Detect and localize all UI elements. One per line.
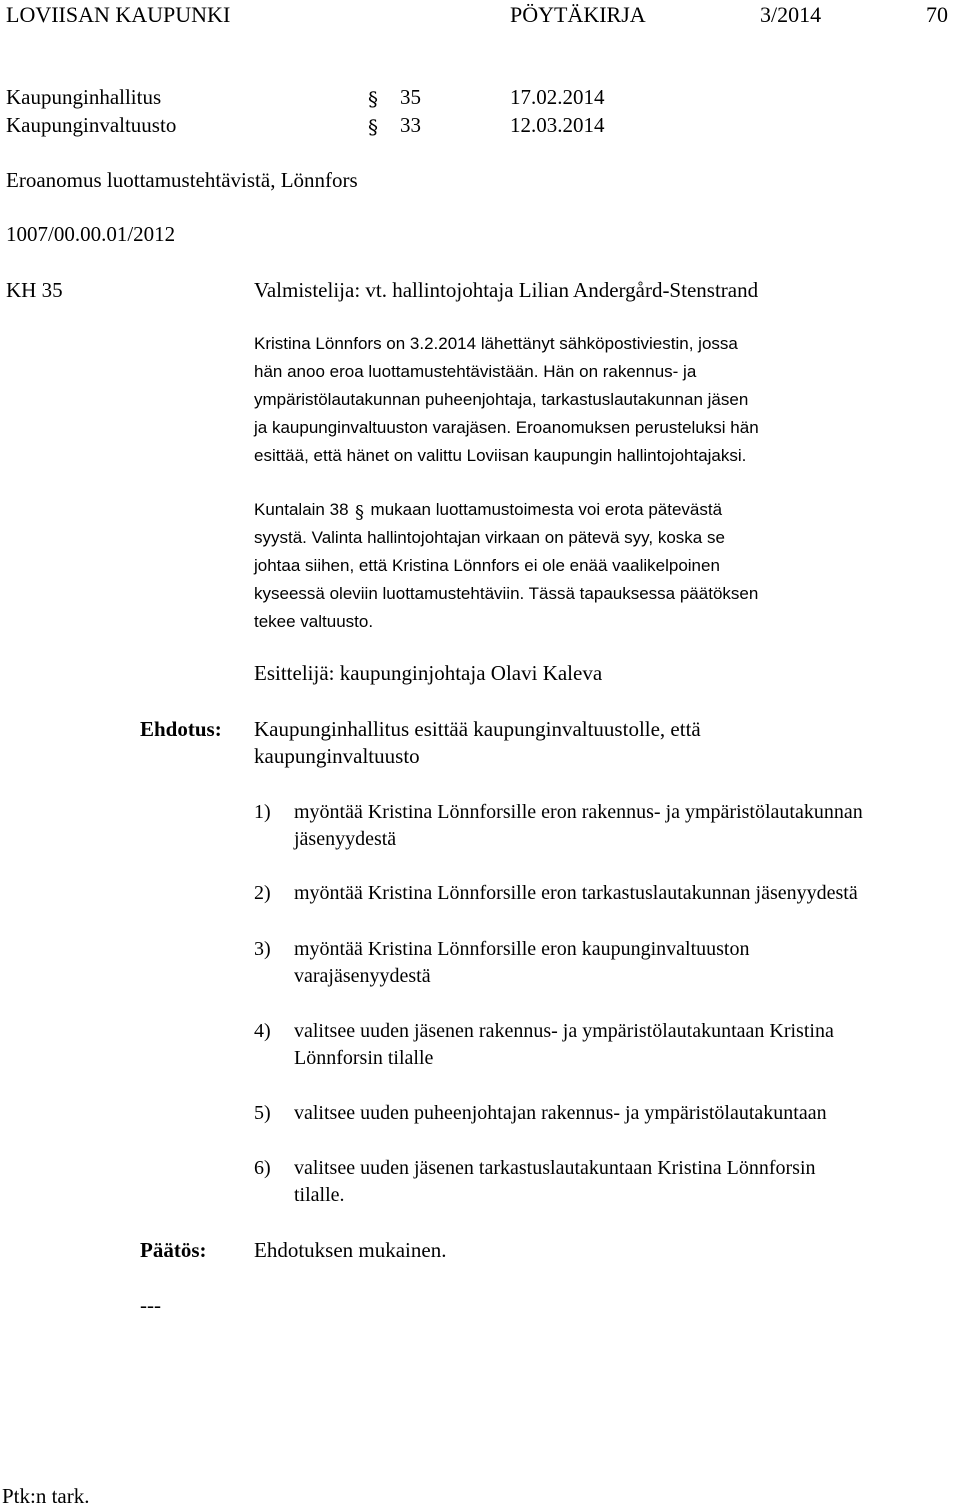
meeting-body: Kaupunginvaltuusto xyxy=(6,113,177,137)
item-text: myöntää Kristina Lönnforsille eron rakennus- ja ympäristölautakunnan xyxy=(294,801,863,823)
header-city: LOVIISAN KAUPUNKI xyxy=(6,2,231,27)
item-text: valitsee uuden puheenjohtajan rakennus- ja ympäristölautakuntaan xyxy=(294,1102,827,1124)
paragraph-line: Kristina Lönnfors on 3.2.2014 lähettänyt sähköpostiviestin, jossa xyxy=(254,334,738,353)
svg-text:§: § xyxy=(368,115,378,139)
item-number: 4) xyxy=(254,1020,271,1042)
paragraph-line xyxy=(254,496,894,524)
proposal-item xyxy=(254,799,954,853)
meeting-paragraph: 33 xyxy=(400,113,421,137)
proposal-intro: kaupunginvaltuusto xyxy=(254,744,420,768)
proposal-label: Ehdotus: xyxy=(140,717,222,741)
paragraph-text: mukaan luottamustoimesta voi erota pätevästä xyxy=(370,500,723,519)
proposal-item xyxy=(254,1018,954,1072)
svg-text:§: § xyxy=(354,501,364,523)
item-number: 5) xyxy=(254,1102,271,1124)
item-text: varajäsenyydestä xyxy=(294,965,431,987)
paragraph-line: ympäristölautakunnan puheenjohtaja, tarkastuslautakunnan jäsen xyxy=(254,390,749,409)
header-issue: 3/2014 xyxy=(760,2,822,27)
meeting-body: Kaupunginhallitus xyxy=(6,85,162,109)
footer-checker: Ptk:n tark. xyxy=(2,1484,90,1508)
law-reference: Kuntalain 38 xyxy=(254,500,349,519)
item-number: 3) xyxy=(254,938,271,960)
paragraph-line: ja kaupunginvaltuuston varajäsen. Eroanomuksen perusteluksi hän xyxy=(254,418,759,437)
decision-label: Päätös: xyxy=(140,1238,207,1262)
proposal-intro: Kaupunginhallitus esittää kaupunginvaltuustolle, että xyxy=(254,717,701,741)
section-label: KH 35 xyxy=(6,278,63,302)
header-doc-type: PÖYTÄKIRJA xyxy=(510,2,646,27)
item-number: 2) xyxy=(254,882,271,904)
paragraph-line: johtaa siihen, että Kristina Lönnfors ei ole enää vaalikelpoinen xyxy=(254,556,720,575)
section-sign-icon xyxy=(368,86,378,112)
item-number: 1) xyxy=(254,801,271,823)
record-number: 1007/00.00.01/2012 xyxy=(6,222,176,246)
body-paragraph xyxy=(254,330,894,470)
item-text: valitsee uuden jäsenen tarkastuslautakuntaan Kristina Lönnforsin xyxy=(294,1157,816,1179)
proposal-item xyxy=(254,1100,954,1127)
paragraph-line: tekee valtuusto. xyxy=(254,612,374,631)
meeting-paragraph: 35 xyxy=(400,85,421,109)
paragraph-line: esittää, että hänet on valittu Loviisan kaupungin hallintojohtajaksi. xyxy=(254,446,747,465)
item-text: myöntää Kristina Lönnforsille eron tarkastuslautakunnan jäsenyydestä xyxy=(294,882,858,904)
item-text: valitsee uuden jäsenen rakennus- ja ympäristölautakuntaan Kristina xyxy=(294,1020,834,1042)
presenter: Esittelijä: kaupunginjohtaja Olavi Kaleva xyxy=(254,661,603,685)
proposal-item xyxy=(254,880,954,907)
item-text: myöntää Kristina Lönnforsille eron kaupunginvaltuuston xyxy=(294,938,750,960)
proposal-item xyxy=(254,1155,954,1209)
preparer: Valmistelija: vt. hallintojohtaja Lilian Andergård-Stenstrand xyxy=(254,278,759,302)
meeting-date: 12.03.2014 xyxy=(510,113,605,137)
decision-text: Ehdotuksen mukainen. xyxy=(254,1238,447,1262)
paragraph-line: hän anoo eroa luottamustehtävistään. Hän on rakennus- ja xyxy=(254,362,697,381)
svg-text:§: § xyxy=(368,87,378,111)
separator: --- xyxy=(140,1293,161,1317)
header-page-number: 70 xyxy=(926,2,948,27)
item-text: jäsenyydestä xyxy=(294,828,397,850)
body-paragraph xyxy=(254,496,894,636)
section-sign-icon xyxy=(355,498,365,524)
proposal-item xyxy=(254,936,954,990)
item-text: tilalle. xyxy=(294,1184,345,1206)
section-sign-icon xyxy=(368,114,378,140)
item-text: Lönnforsin tilalle xyxy=(294,1047,434,1069)
paragraph-line: syystä. Valinta hallintojohtajan virkaan on pätevä syy, koska se xyxy=(254,528,725,547)
item-number: 6) xyxy=(254,1157,271,1179)
paragraph-line: kyseessä oleviin luottamustehtäviin. Tässä tapauksessa päätöksen xyxy=(254,584,759,603)
page-title: Eroanomus luottamustehtävistä, Lönnfors xyxy=(6,168,358,192)
meeting-date: 17.02.2014 xyxy=(510,85,605,109)
